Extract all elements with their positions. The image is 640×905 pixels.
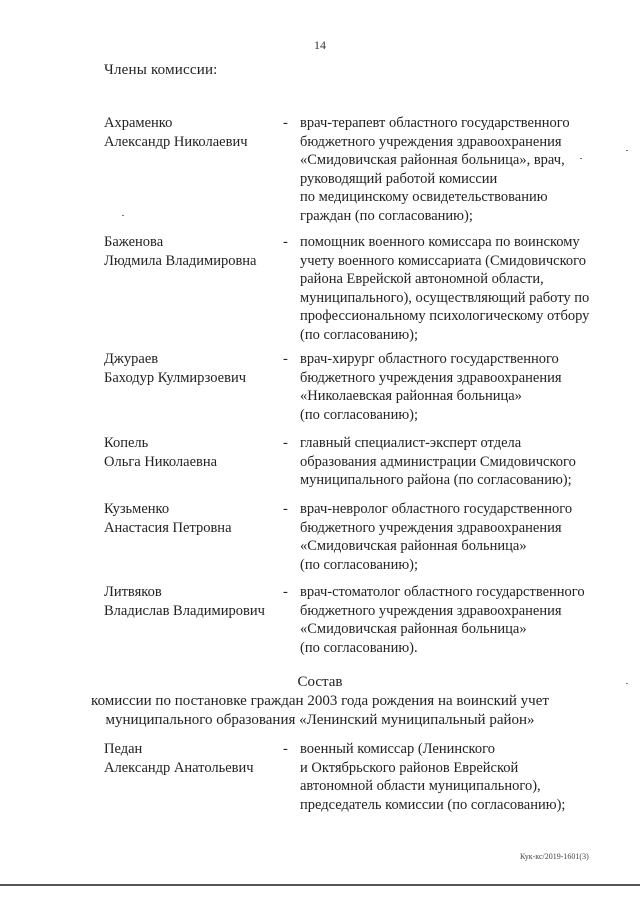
member-name <box>104 350 284 387</box>
member-name <box>104 434 284 471</box>
bottom-rule <box>0 884 640 886</box>
member-name <box>104 583 284 620</box>
description-line: врач-терапевт областного государственного <box>300 115 570 131</box>
description-line: (по согласованию); <box>300 556 419 573</box>
member-dash: - <box>283 741 288 757</box>
description-line: военный комиссар (Ленинского <box>300 741 495 757</box>
member-dash: - <box>283 584 288 600</box>
scan-speck <box>626 683 628 684</box>
member-description <box>300 740 610 814</box>
description-line: бюджетного учреждения здравоохранения <box>300 133 562 150</box>
scan-speck <box>122 215 124 216</box>
scan-speck <box>580 158 582 159</box>
member-name <box>104 233 284 270</box>
page-number: 14 <box>314 38 326 52</box>
member-given-names: Баходур Кулмирзоевич <box>104 369 246 386</box>
description-line: граждан (по согласованию); <box>300 207 473 224</box>
description-line: бюджетного учреждения здравоохранения <box>300 519 562 536</box>
member-name <box>104 500 284 537</box>
member-dash: - <box>283 234 288 250</box>
description-line: бюджетного учреждения здравоохранения <box>300 369 562 386</box>
description-line: района Еврейской автономной области, <box>300 271 544 288</box>
member-description <box>300 500 610 574</box>
section-title-line: комиссии по постановке граждан 2003 года рождения на воинский учет <box>91 693 549 709</box>
member-surname: Кузьменко <box>104 501 170 517</box>
member-dash: - <box>283 351 288 367</box>
description-line: «Смидовичская районная больница» <box>300 538 527 555</box>
members-heading: Члены комиссии: <box>104 62 218 78</box>
description-line: (по согласованию); <box>300 406 419 423</box>
section-title-line: муниципального образования «Ленинский муниципальный район» <box>105 712 535 728</box>
description-line: «Смидовичская районная больница», врач, <box>300 152 565 169</box>
section-title-line: Состав <box>297 674 343 690</box>
member-surname: Джураев <box>104 351 159 367</box>
member-given-names: Людмила Владимировна <box>104 252 257 269</box>
member-surname: Педан <box>104 741 143 757</box>
description-line: по медицинскому освидетельствованию <box>300 189 548 206</box>
member-surname: Литвяков <box>104 584 162 600</box>
description-line: врач-невролог областного государственного <box>300 501 573 517</box>
description-line: председатель комиссии (по согласованию); <box>300 796 566 813</box>
member-description <box>300 114 610 226</box>
member-given-names: Анастасия Петровна <box>104 519 232 536</box>
description-line: учету военного комиссариата (Смидовичского <box>300 252 586 269</box>
member-description <box>300 233 610 345</box>
description-line: бюджетного учреждения здравоохранения <box>300 602 562 619</box>
member-given-names: Ольга Николаевна <box>104 453 218 470</box>
member-given-names: Владислав Владимирович <box>104 602 265 619</box>
description-line: (по согласованию). <box>300 639 418 656</box>
member-description <box>300 583 610 657</box>
description-line: врач-хирург областного государственного <box>300 351 559 367</box>
description-line: врач-стоматолог областного государственного <box>300 584 585 600</box>
description-line: автономной области муниципального), <box>300 778 541 795</box>
description-line: образования администрации Смидовичского <box>300 453 576 470</box>
member-description <box>300 350 610 424</box>
footer-document-code: Кук-кс/2019-1601(3) <box>520 852 589 861</box>
member-name <box>104 740 284 777</box>
description-line: помощник военного комиссара по воинскому <box>300 234 580 250</box>
description-line: (по согласованию); <box>300 326 419 343</box>
member-surname: Ахраменко <box>104 115 173 131</box>
description-line: профессиональному психологическому отбору <box>300 308 590 325</box>
member-dash: - <box>283 435 288 451</box>
description-line: и Октябрьского районов Еврейской <box>300 759 519 776</box>
member-description <box>300 434 610 490</box>
section-title <box>0 673 640 730</box>
member-surname: Копель <box>104 435 149 451</box>
description-line: «Николаевская районная больница» <box>300 388 522 405</box>
member-dash: - <box>283 501 288 517</box>
description-line: муниципального), осуществляющий работу по <box>300 289 590 306</box>
scan-speck <box>626 150 628 151</box>
member-surname: Баженова <box>104 234 164 250</box>
member-given-names: Александр Анатольевич <box>104 759 254 776</box>
description-line: главный специалист-эксперт отдела <box>300 435 522 451</box>
member-dash: - <box>283 115 288 131</box>
description-line: муниципального района (по согласованию); <box>300 472 572 489</box>
member-name <box>104 114 284 151</box>
description-line: руководящий работой комиссии <box>300 170 498 187</box>
description-line: «Смидовичская районная больница» <box>300 621 527 638</box>
member-given-names: Александр Николаевич <box>104 133 248 150</box>
